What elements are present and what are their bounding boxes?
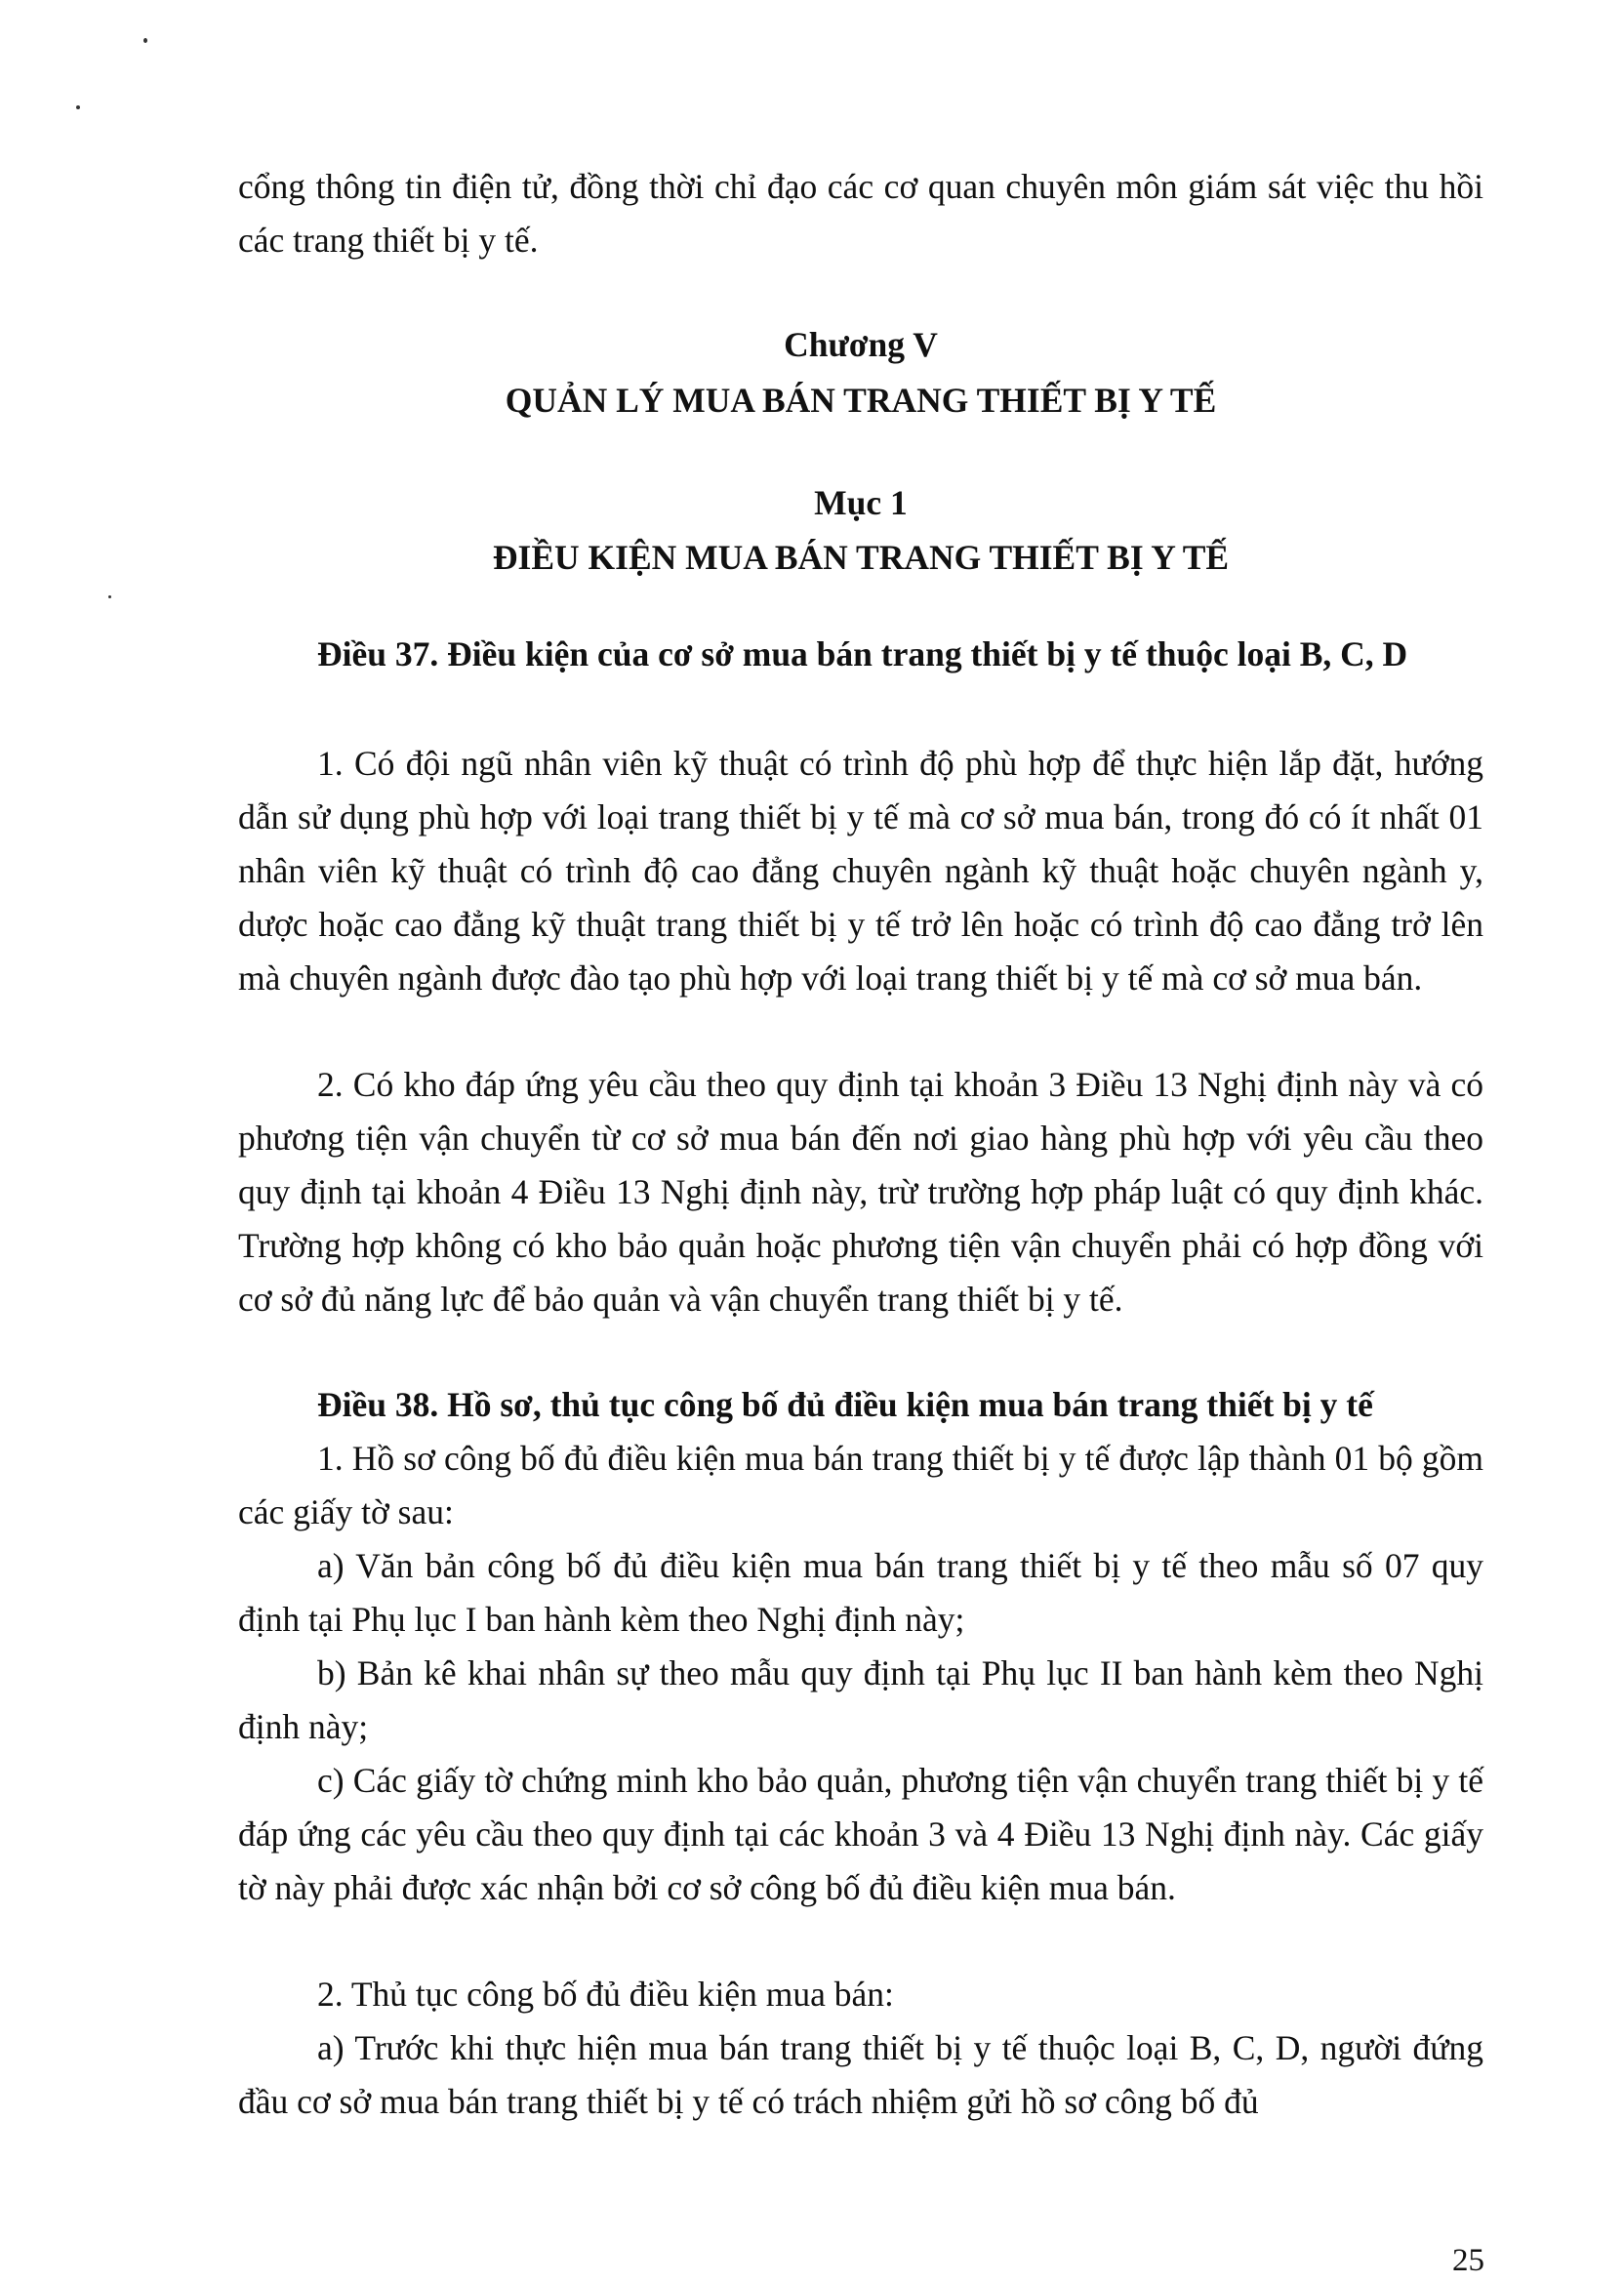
section-title: ĐIỀU KIỆN MUA BÁN TRANG THIẾT BỊ Y TẾ <box>492 538 1230 577</box>
intro-paragraph: cổng thông tin điện tử, đồng thời chỉ đạo các cơ quan chuyên môn giám sát việc thu hồi các trang thiết bị y tế. <box>238 167 1483 260</box>
article-38-clause-1: 1. Hồ sơ công bố đủ điều kiện mua bán trang thiết bị y tế được lập thành 01 bộ gồm các giấy tờ sau: <box>238 1439 1483 1531</box>
article-38-clause-2: 2. Thủ tục công bố đủ điều kiện mua bán: <box>317 1975 894 2014</box>
article-37-heading: Điều 37. Điều kiện của cơ sở mua bán trang thiết bị y tế thuộc loại B, C, D <box>317 634 1408 673</box>
scan-speck <box>143 38 147 43</box>
article-38-heading: Điều 38. Hồ sơ, thủ tục công bố đủ điều kiện mua bán trang thiết bị y tế <box>317 1385 1373 1424</box>
article-38-point-a: a) Văn bản công bố đủ điều kiện mua bán trang thiết bị y tế theo mẫu số 07 quy định tại Phụ lục I ban hành kèm theo Nghị định này; <box>238 1546 1483 1639</box>
chapter-title: QUẢN LÝ MUA BÁN TRANG THIẾT BỊ Y TẾ <box>505 381 1217 420</box>
article-38-clause-2-point-a: a) Trước khi thực hiện mua bán trang thiết bị y tế thuộc loại B, C, D, người đứng đầu cơ sở mua bán trang thiết bị y tế có trách nhiệm gửi hồ sơ công bố đủ <box>238 2028 1483 2121</box>
article-37-clause-1: 1. Có đội ngũ nhân viên kỹ thuật có trình độ phù hợp để thực hiện lắp đặt, hướng dẫn sử dụng phù hợp với loại trang thiết bị y tế mà cơ sở mua bán, trong đó có ít nhất 01 nhân viên kỹ thuật có trình độ cao đẳng chuyên ngành kỹ thuật hoặc chuyên ngành y, dược hoặc cao đẳng kỹ thuật trang thiết bị y tế trở lên hoặc có trình độ cao đẳng trở lên mà chuyên ngành được đào tạo phù hợp với loại trang thiết bị y tế mà cơ sở mua bán. <box>238 744 1483 998</box>
chapter-label: Chương V <box>784 325 938 364</box>
article-37-clause-2: 2. Có kho đáp ứng yêu cầu theo quy định tại khoản 3 Điều 13 Nghị định này và có phương tiện vận chuyển từ cơ sở mua bán đến nơi giao hàng phù hợp với yêu cầu theo quy định tại khoản 4 Điều 13 Nghị định này, trừ trường hợp pháp luật có quy định khác. Trường hợp không có kho bảo quản hoặc phương tiện vận chuyển phải có hợp đồng với cơ sở đủ năng lực để bảo quản và vận chuyển trang thiết bị y tế. <box>238 1065 1483 1319</box>
article-38-point-c: c) Các giấy tờ chứng minh kho bảo quản, phương tiện vận chuyển trang thiết bị y tế đáp ứng các yêu cầu theo quy định tại các khoản 3 và 4 Điều 13 Nghị định này. Các giấy tờ này phải được xác nhận bởi cơ sở công bố đủ điều kiện mua bán. <box>238 1761 1483 1907</box>
scan-speck <box>76 105 80 109</box>
scan-speck <box>108 595 111 598</box>
section-label: Mục 1 <box>814 483 908 522</box>
article-38-point-b: b) Bản kê khai nhân sự theo mẫu quy định tại Phụ lục II ban hành kèm theo Nghị định này; <box>238 1653 1483 1746</box>
page-number: 25 <box>1452 2243 1484 2278</box>
